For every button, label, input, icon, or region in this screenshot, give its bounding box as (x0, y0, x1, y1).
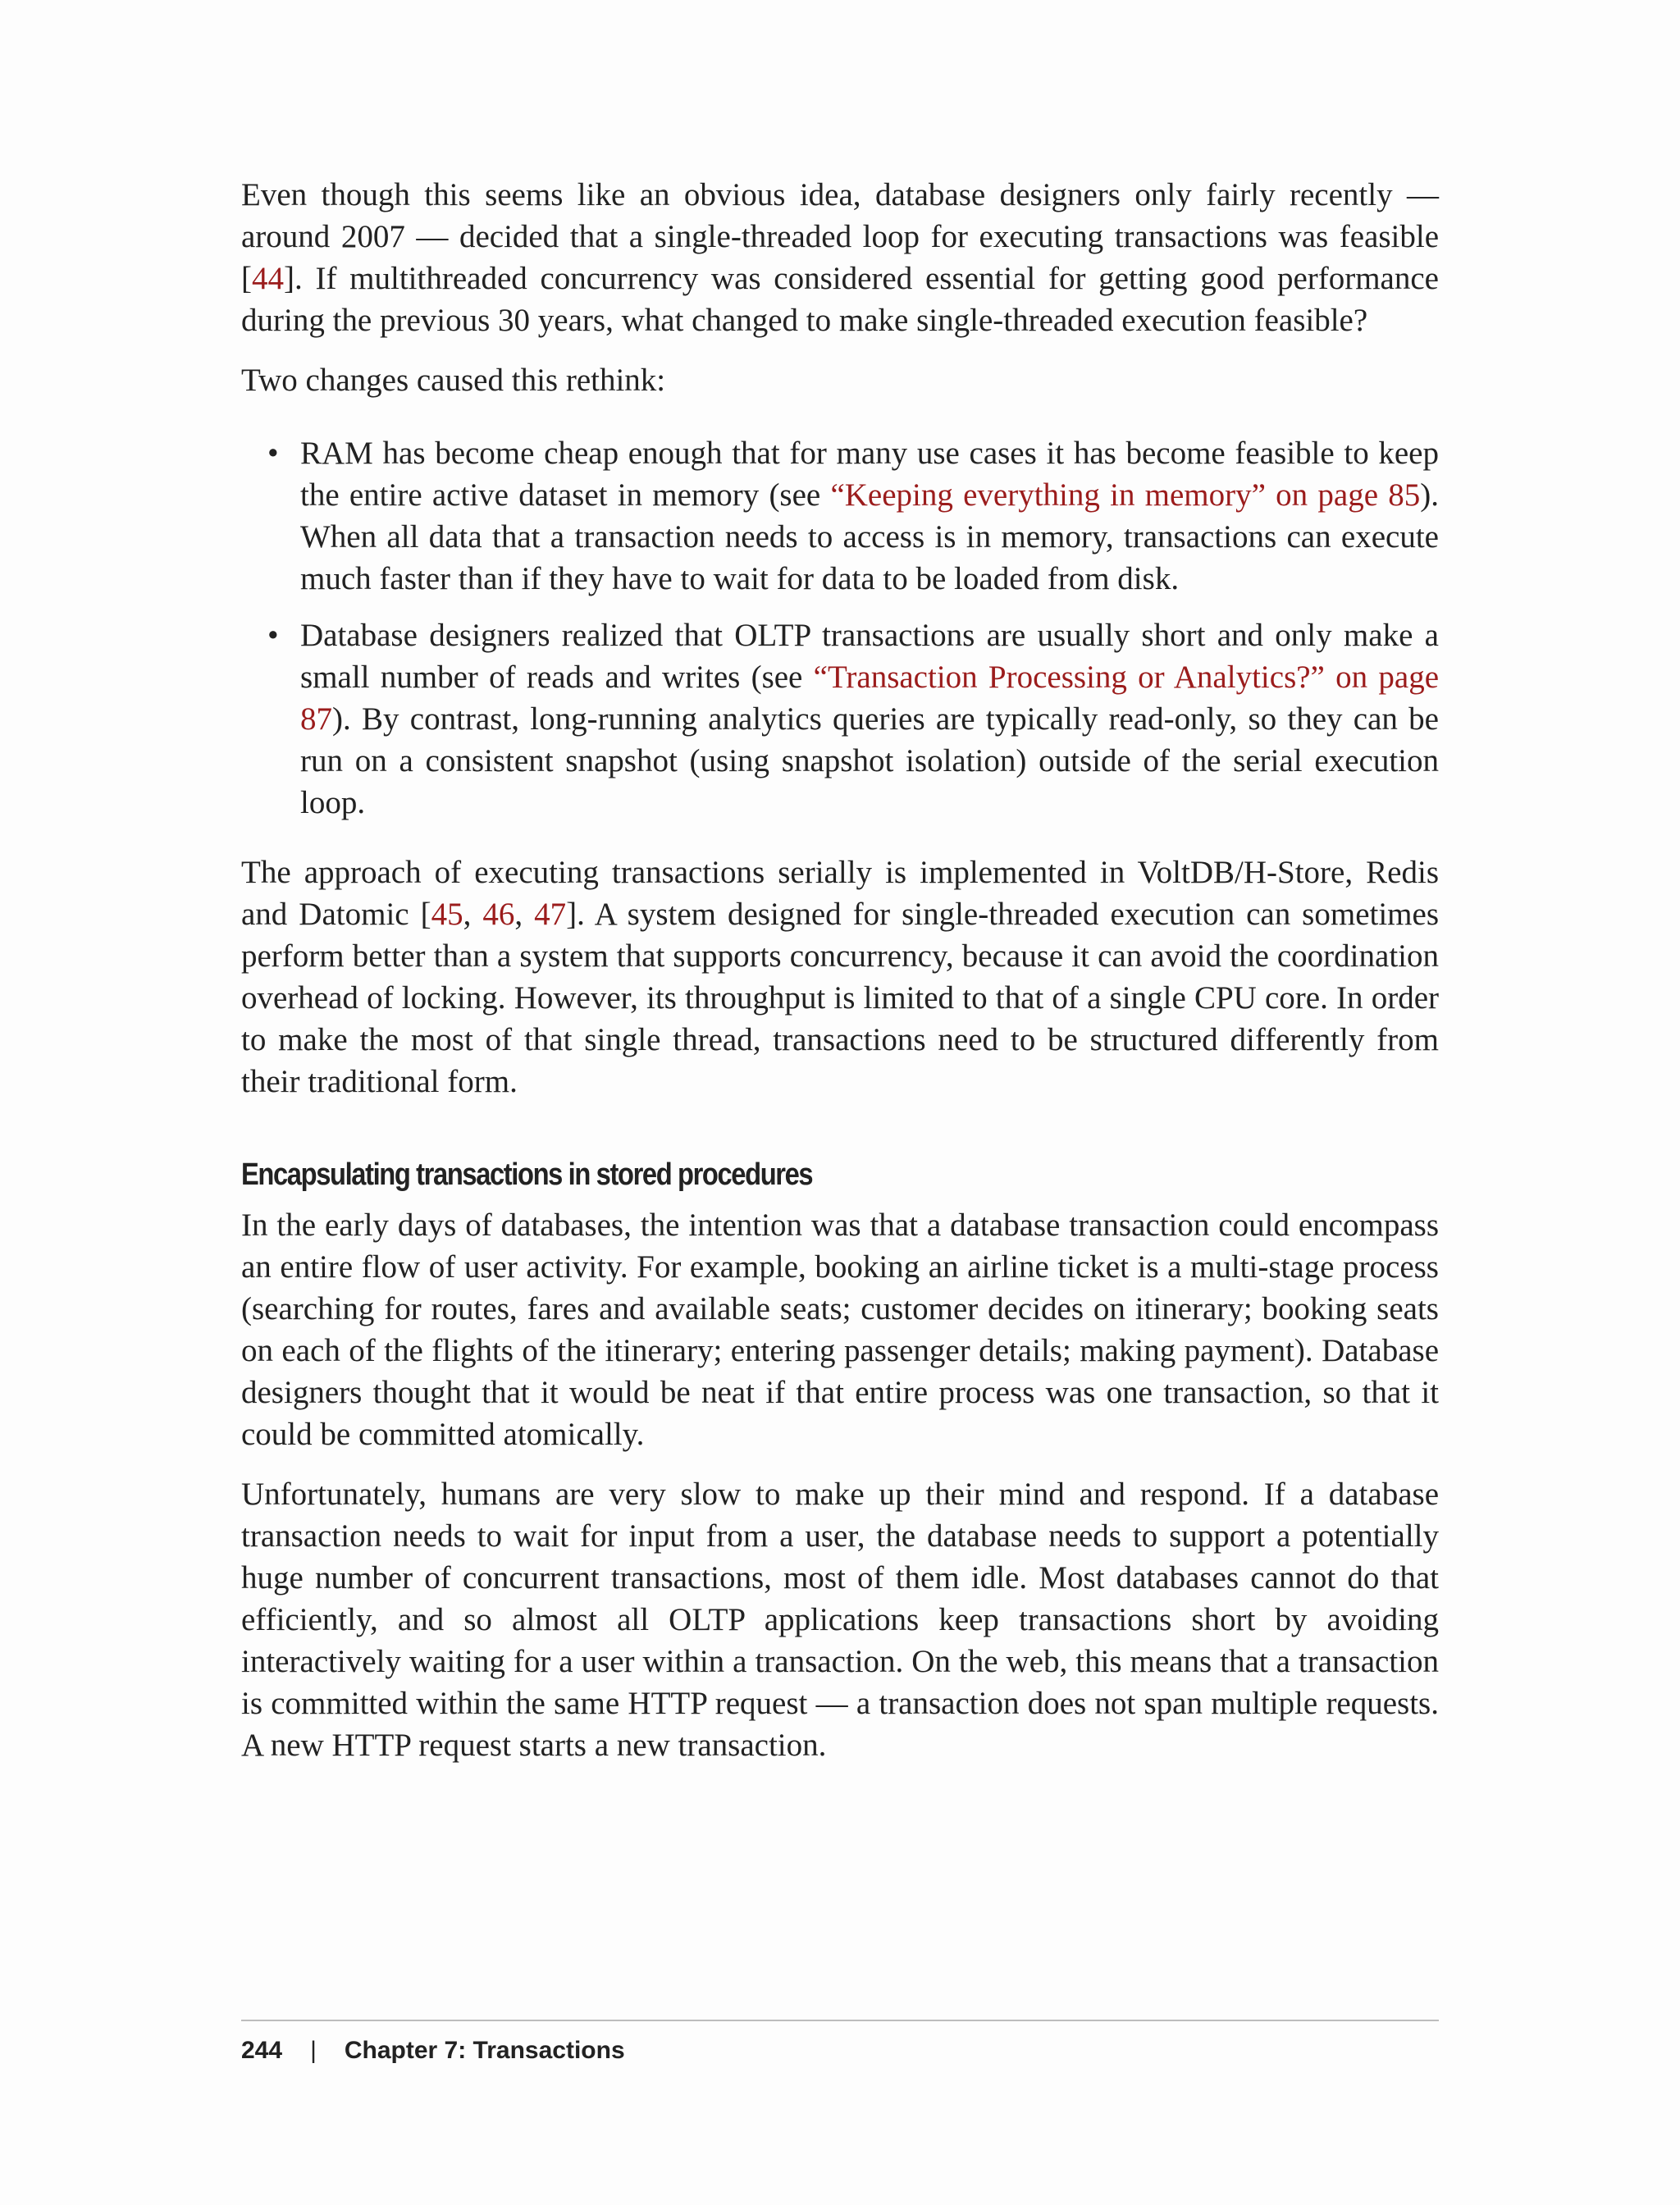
footer-separator: | (310, 2037, 317, 2064)
paragraph-serial-text-b: ]. A system designed for single-threaded execution can sometimes perform better than a system that supports concurrency, because it can avoid the coordination overhead of locking. However, its throughput is limited to that of a single CPU core. In order to make the most of that single thread, transactions need to be structured differently from their traditional form. (241, 897, 1440, 1099)
page-number: 244 (241, 2037, 283, 2064)
paragraph-humans-slow: Unfortunately, humans are very slow to make up their mind and respond. If a database transaction needs to wait for input from a user, the database needs to support a potentially huge number of concurrent transactions, most of them idle. Most databases cannot do that efficiently, and so almost all OLTP applications keep transactions short by avoiding interactively waiting for a user within a transaction. On the web, this means that a transaction is committed within the same HTTP request — a transaction does not span multiple requests. A new HTTP request starts a new transaction. (241, 1477, 1439, 1763)
citation-separator: , (463, 897, 483, 932)
bullet-ram-text-b: ). When all data that a transaction needs to access is in memory, transactions can execute much faster than if they have to wait for data to be loaded from disk. (300, 477, 1439, 596)
paragraph-serial-execution (241, 851, 1439, 1102)
changes-bullet-list (241, 432, 1439, 824)
paragraph-changes-intro: Two changes caused this rethink: (241, 363, 666, 398)
bullet-ram-text-a: RAM has become cheap enough that for many use cases it has become feasible to keep the entire active dataset in memory (see (300, 436, 1439, 513)
bullet-item-oltp (241, 614, 1439, 824)
bullet-oltp-text-a: Database designers realized that OLTP transactions are usually short and only make a small number of reads and writes (see (300, 618, 1439, 695)
citation-46-link[interactable]: 46 (482, 897, 515, 932)
paragraph-intro-text-a: Even though this seems like an obvious idea, database designers only fairly recently — around 2007 — decided that a single-threaded loop for executing transactions was feasible [ (241, 177, 1439, 296)
keeping-everything-in-memory-link[interactable]: “Keeping everything in memory” on page 85 (830, 477, 1421, 513)
page-body (241, 174, 1439, 1766)
paragraph-early-days: In the early days of databases, the intention was that a database transaction could encompass an entire flow of user activity. For example, booking an airline ticket is a multi-stage process (searching for routes, fares and available seats; customer decides on itinerary; booking seats on each of the flights of the itinerary; entering passenger details; making payment). Database designers thought that it would be neat if that entire process was one transaction, so that it could be committed atomically. (241, 1208, 1439, 1452)
bullet-item-oltp-text (300, 614, 1439, 824)
bullet-dot-icon: • (267, 618, 279, 653)
transaction-processing-or-analytics-link[interactable]: “Transaction Processing or Analytics?” on page 87 (300, 660, 1440, 737)
paragraph-serial-text-a: The approach of executing transactions serially is implemented in VoltDB/H-Store, Redis and Datomic [ (241, 855, 1439, 932)
paragraph-intro-text-b: ]. If multithreaded concurrency was considered essential for getting good performance during the previous 30 years, what changed to make single-threaded execution feasible? (241, 261, 1439, 338)
section-heading: Encapsulating transactions in stored procedures (241, 1157, 813, 1192)
chapter-title: Chapter 7: Transactions (344, 2037, 625, 2064)
paragraph-intro (241, 174, 1439, 341)
bullet-dot-icon: • (267, 436, 279, 471)
citation-45-link[interactable]: 45 (431, 897, 463, 932)
page-footer (241, 2020, 1439, 2066)
bullet-oltp-text-b: ). By contrast, long-running analytics queries are typically read-only, so they can be run on a consistent snapshot (using snapshot isolation) outside of the serial execution loop. (300, 701, 1439, 820)
citation-44-link[interactable]: 44 (252, 261, 284, 296)
citation-separator: , (514, 897, 535, 932)
citation-47-link[interactable]: 47 (534, 897, 567, 932)
bullet-item-ram-text (300, 432, 1439, 600)
bullet-item-ram (241, 432, 1439, 600)
